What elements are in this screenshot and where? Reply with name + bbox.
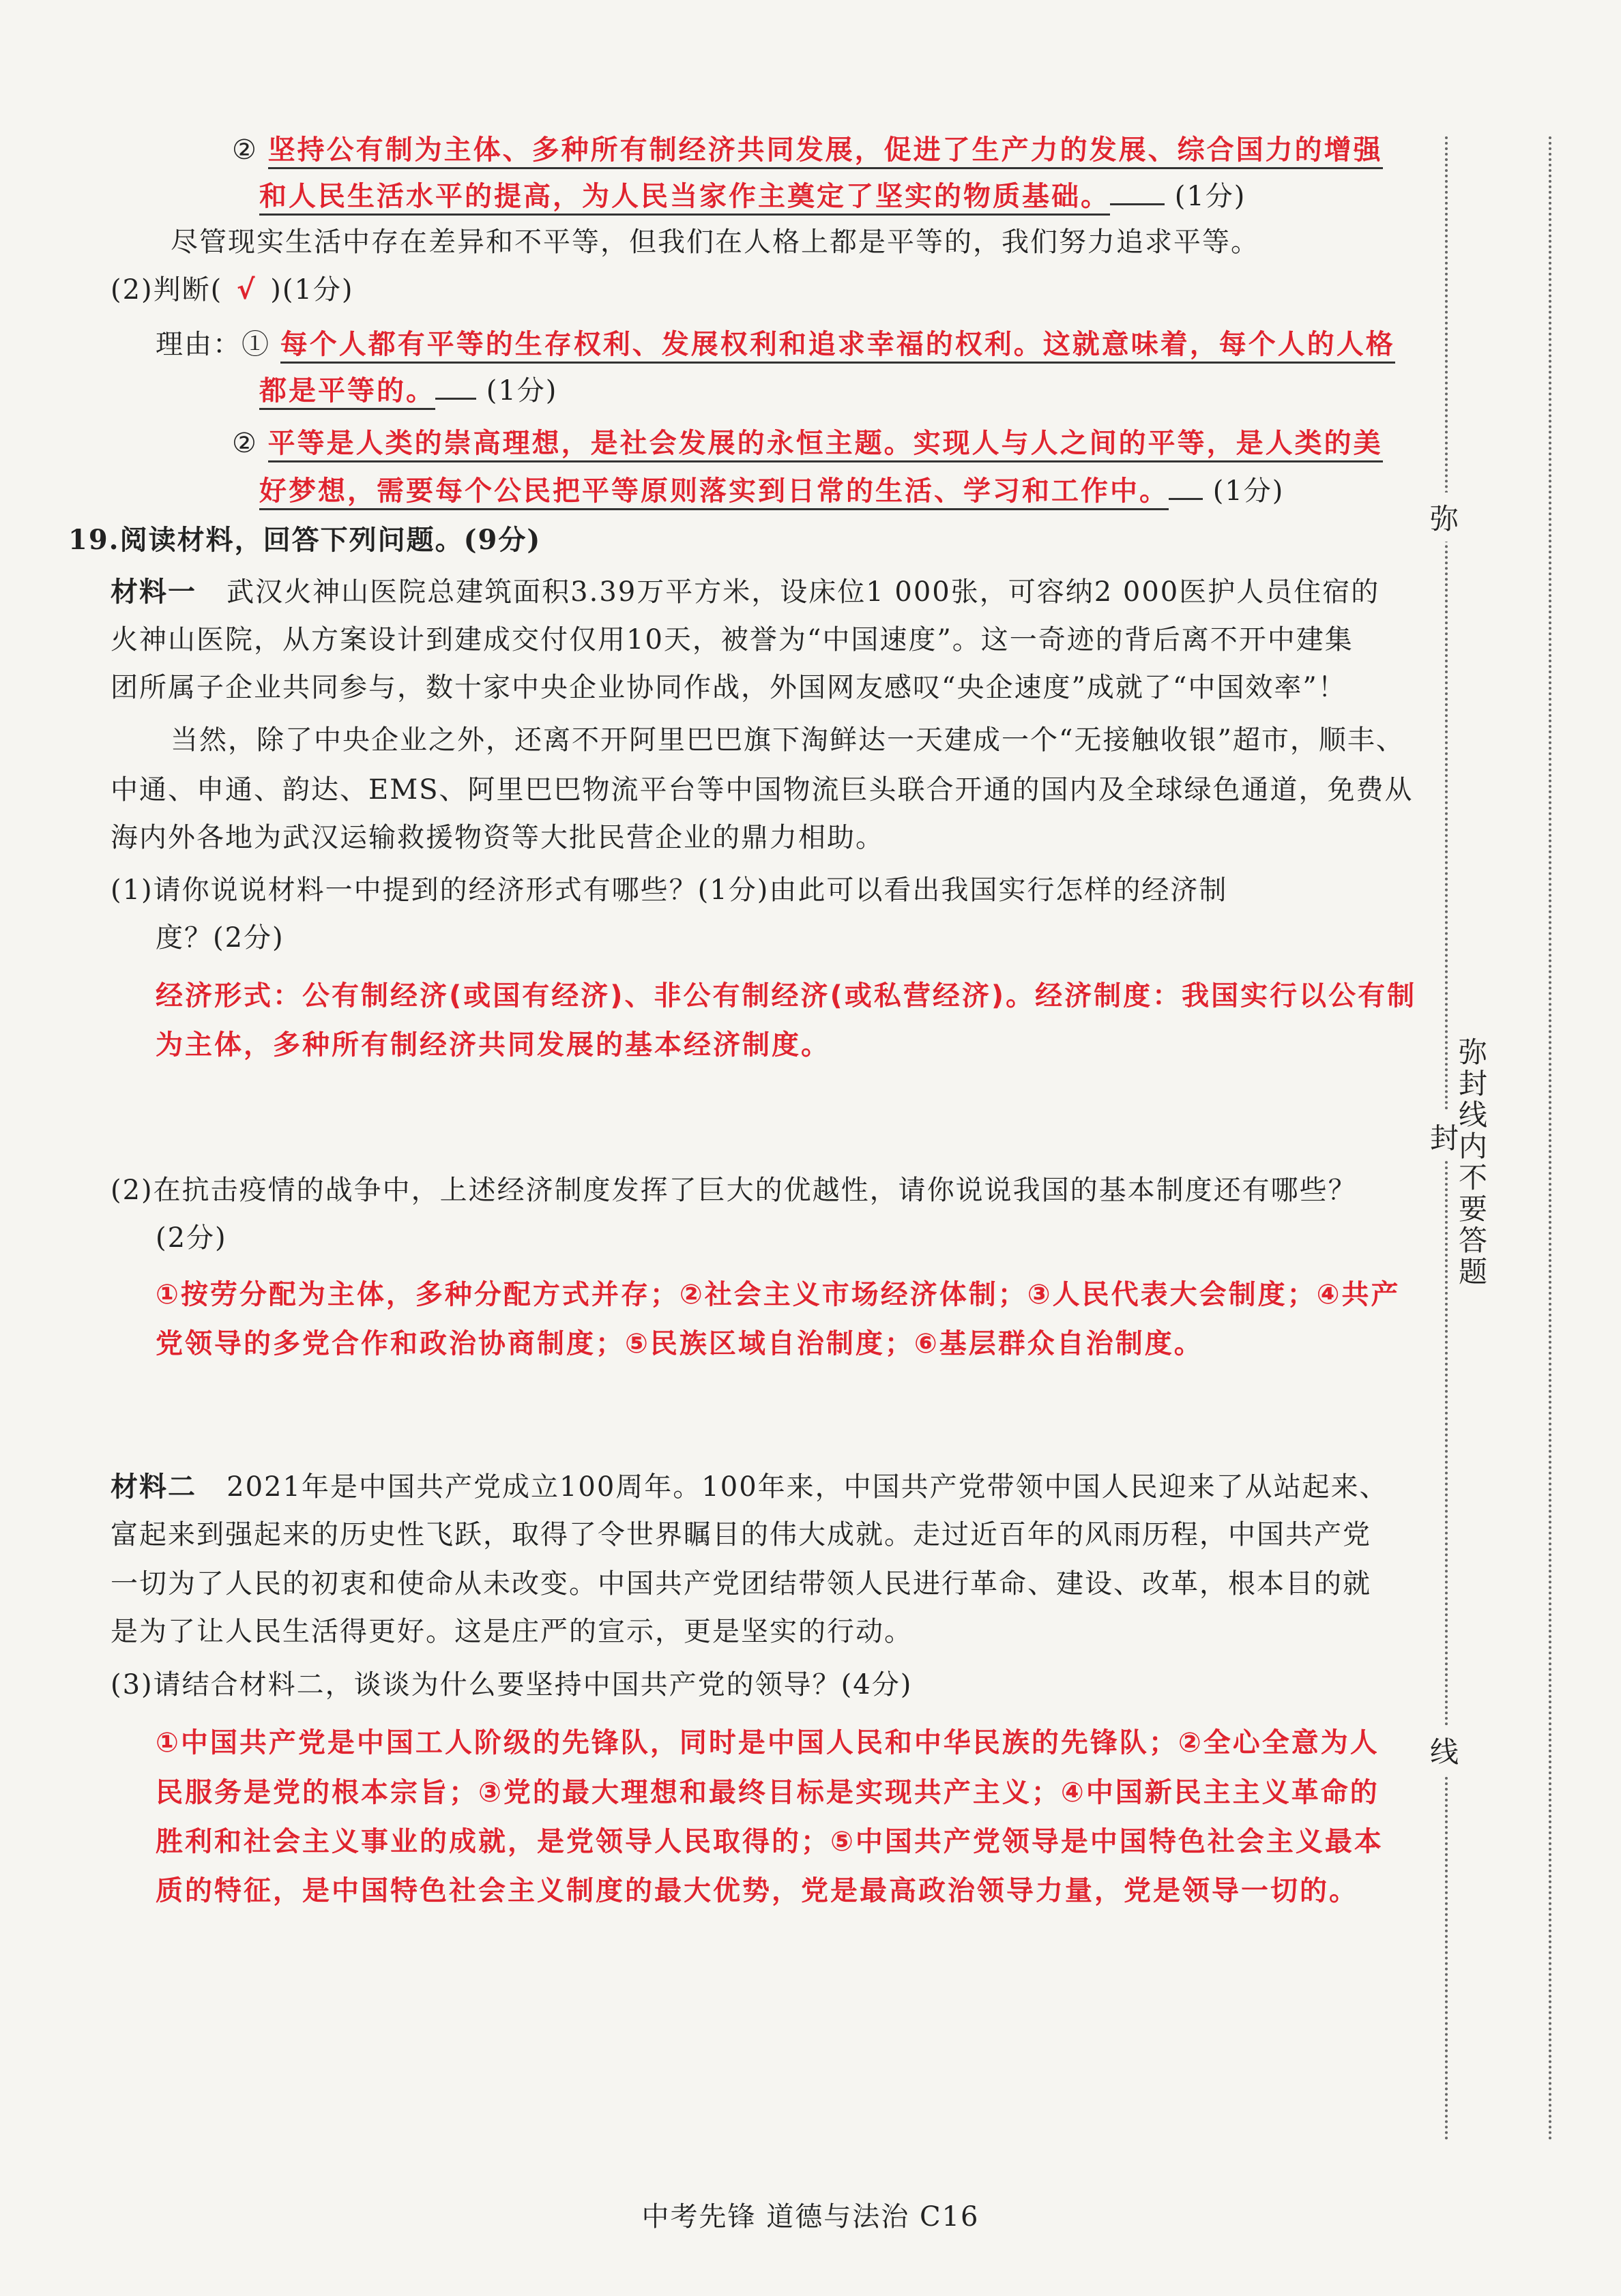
material1-line3: 团所属子企业共同参与，数十家中央企业协同作战，外国网友感叹“央企速度”成就了“中国效率”！ [111, 672, 1347, 703]
material1-label: 材料一 [111, 576, 196, 608]
q19-sub2-line1: (2)在抗击疫情的战争中，上述经济制度发挥了巨大的优越性，请你说说我国的基本制度还有哪些？ [111, 1175, 1357, 1206]
q19-answer3-line1: ①中国共产党是中国工人阶级的先锋队，同时是中国人民和中华民族的先锋队；②全心全意为人 [156, 1727, 1379, 1758]
score: (1分) [1174, 181, 1246, 212]
q18-reason1-line1: 理由：① 每个人都有平等的生存权利、发展权利和追求幸福的权利。这就意味着，每个人的人格 [156, 324, 1395, 365]
checkmark-icon: √ [236, 274, 257, 306]
q19-answer3-line4: 质的特征，是中国特色社会主义制度的最大优势，党是最高政治领导力量，党是领导一切的。 [156, 1875, 1358, 1907]
outer-dotted-line [1549, 136, 1551, 2142]
q18-reason2-answer-line2: 好梦想，需要每个公民把平等原则落实到日常的生活、学习和工作中。 [259, 475, 1169, 510]
q19-heading: 19.阅读材料，回答下列问题。(9分) [68, 524, 542, 556]
material1-line5: 中通、申通、韵达、EMS、阿里巴巴物流平台等中国物流巨头联合开通的国内及全球绿色通道，免费从 [111, 774, 1414, 806]
q18-note: 尽管现实生活中存在差异和不平等，但我们在人格上都是平等的，我们努力追求平等。 [171, 226, 1259, 258]
q19-answer2-line1: ①按劳分配为主体，多种分配方式并存；②社会主义市场经济体制；③人民代表大会制度；④共产 [156, 1279, 1401, 1310]
q18-judge: (2)判断( √ )(1分) [111, 269, 354, 310]
q18-item2-answer-line1: 坚持公有制为主体、多种所有制经济共同发展，促进了生产力的发展、综合国力的增强 [268, 134, 1383, 169]
q18-reason2-answer-line1: 平等是人类的崇高理想，是社会发展的永恒主题。实现人与人之间的平等，是人类的美 [268, 428, 1383, 462]
q19-answer3-line2: 民服务是党的根本宗旨；③党的最大理想和最终目标是实现共产主义；④中国新民主主义革命的 [156, 1777, 1379, 1808]
margin-notice: 弥封线内不要答题 [1458, 1035, 1487, 1289]
q19-answer2-line2: 党领导的多党合作和政治协商制度；⑤民族区域自治制度；⑥基层群众自治制度。 [156, 1328, 1203, 1359]
material2-label: 材料二 [111, 1471, 196, 1503]
material2-line3: 一切为了人民的初衷和使命从未改变。中国共产党团结带领人民进行革命、建设、改革，根本目的就 [111, 1568, 1371, 1600]
q18-reason2-line1: ② 平等是人类的崇高理想，是社会发展的永恒主题。实现人与人之间的平等，是人类的美 [232, 423, 1383, 464]
q18-item2-line2 [259, 176, 1246, 217]
q18-reason1-line2 [259, 370, 557, 411]
q18-reason2-line2 [259, 471, 1284, 512]
material2-line2: 富起来到强起来的历史性飞跃，取得了令世界瞩目的伟大成就。走过近百年的风雨历程，中国共产党 [111, 1519, 1371, 1550]
material1-line1: 材料一 武汉火神山医院总建筑面积3.39万平方米，设床位1 000张，可容纳2 000医护人员住宿的 [111, 576, 1380, 608]
q19-sub2-line2: (2分) [156, 1222, 227, 1254]
material1-line2: 火神山医院，从方案设计到建成交付仅用10天，被誉为“中国速度”。这一奇迹的背后离不开中建集 [111, 624, 1354, 656]
margin-mi: 弥 [1430, 492, 1459, 542]
q19-answer1-line2: 为主体，多种所有制经济共同发展的基本经济制度。 [156, 1029, 830, 1061]
material1-line4: 当然，除了中央企业之外，还离不开阿里巴巴旗下淘鲜达一天建成一个“无接触收银”超市，顺丰、 [171, 724, 1405, 756]
q19-answer1-line1: 经济形式：公有制经济(或国有经济)、非公有制经济(或私营经济)。经济制度：我国实行以公有制 [156, 980, 1417, 1012]
score: (1分) [486, 375, 558, 407]
q18-item2-line1: ② 坚持公有制为主体、多种所有制经济共同发展，促进了生产力的发展、综合国力的增强 [232, 130, 1383, 171]
margin-feng: 封 [1430, 1112, 1459, 1161]
q19-sub1-line1: (1)请你说说材料一中提到的经济形式有哪些？(1分)由此可以看出我国实行怎样的经济制 [111, 874, 1228, 906]
score: (1分) [1212, 475, 1285, 507]
material1-line6: 海内外各地为武汉运输救援物资等大批民营企业的鼎力相助。 [111, 822, 884, 853]
q18-reason1-answer-line2: 都是平等的。 [259, 375, 435, 410]
material2-line1: 材料二 2021年是中国共产党成立100周年。100年来，中国共产党带领中国人民迎来了从站起来、 [111, 1471, 1388, 1503]
q19-sub1-line2: 度？(2分) [156, 922, 284, 954]
q18-item2-answer-line2: 和人民生活水平的提高，为人民当家作主奠定了坚实的物质基础。 [259, 181, 1110, 216]
page-footer: 中考先锋 道德与法治 C16 [641, 2201, 980, 2233]
margin-xian: 线 [1430, 1726, 1459, 1775]
q19-sub3: (3)请结合材料二，谈谈为什么要坚持中国共产党的领导？(4分) [111, 1669, 913, 1701]
material2-line4: 是为了让人民生活得更好。这是庄严的宣示，更是坚实的行动。 [111, 1616, 913, 1647]
q19-answer3-line3: 胜利和社会主义事业的成就，是党领导人民取得的；⑤中国共产党领导是中国特色社会主义最本 [156, 1826, 1384, 1857]
q18-reason1-answer-line1: 每个人都有平等的生存权利、发展权利和追求幸福的权利。这就意味着，每个人的人格 [280, 329, 1395, 364]
